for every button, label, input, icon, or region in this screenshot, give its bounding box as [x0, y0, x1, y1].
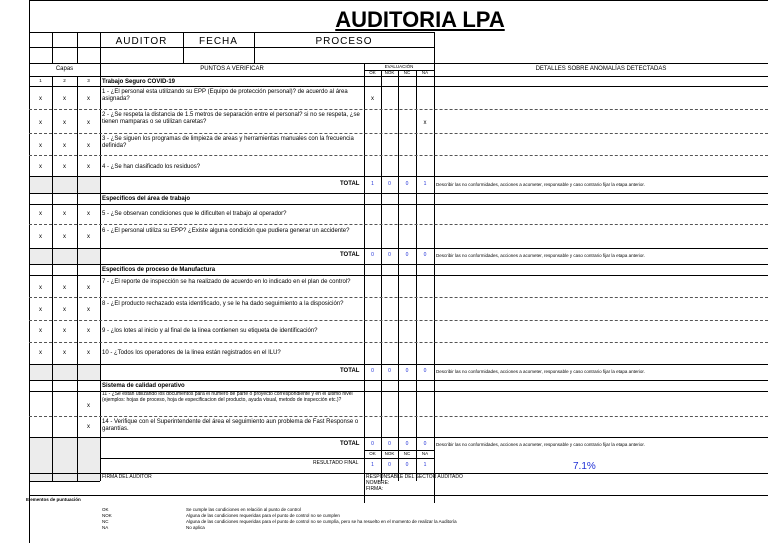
total-nc: 0 — [405, 252, 409, 258]
section-title: Trabajo Seguro COVID-19 — [102, 79, 176, 85]
header-fecha: FECHA — [199, 36, 238, 47]
row-divider — [29, 320, 768, 321]
capa-mark: x — [87, 120, 90, 126]
total-nok: 0 — [388, 368, 391, 374]
line — [29, 481, 100, 482]
result-ok: 1 — [371, 462, 374, 468]
legend-code-ok: OK — [102, 507, 109, 512]
line — [29, 264, 768, 265]
total-nc: 0 — [405, 181, 409, 187]
row-divider — [29, 342, 768, 343]
check-item-text: 14 - Verifique con el Superintendente del área el seguimiento aun problema de Fast Response o garantías. — [102, 419, 359, 432]
total-note: Describir las no conformidades, acciones a acometer, responsable y caso contrario fijar la etapa anterior. — [436, 253, 645, 258]
signature-responsable: RESPONSABLE DEL SECTOR AUDITADO — [366, 474, 463, 480]
signature-firma: FIRMA: — [366, 486, 383, 492]
capa-mark: x — [39, 120, 42, 126]
check-item-text: 9 - ¿los lotes al inicio y al final de la linea contienen su etiqueta de identificación? — [102, 328, 318, 334]
check-item-text: 1 - ¿El personal esta utilizando su EPP (Equipo de protección personal)? de acuerdo al área asignada? — [102, 89, 348, 102]
check-item-text: 11 - ¿Se están utilizando los documentos para el número de parte o proyecto correspondiente y en el último nivel (ejemplos: hojas de proceso, hoja de especificacion del producto, ayuda visual, metodo de inspección etc.)? — [102, 391, 353, 403]
col-evaluacion: EVALUACIÓN — [384, 64, 414, 69]
row-divider — [29, 416, 768, 417]
total-na: 0 — [423, 252, 427, 258]
capa-mark: x — [87, 328, 90, 334]
total-nc: 0 — [405, 368, 409, 374]
line — [29, 204, 768, 205]
check-item-text: 4 - ¿Se han clasificado los residuos? — [102, 164, 201, 170]
capa-mark: x — [63, 164, 66, 170]
col-puntos: PUNTOS A VERIFICAR — [200, 66, 264, 72]
result-na: 1 — [423, 462, 427, 468]
capa-mark: x — [87, 403, 90, 409]
capa-mark: x — [39, 143, 42, 149]
total-ok: 1 — [371, 181, 374, 187]
row-divider — [29, 224, 768, 225]
total-nc: 0 — [405, 441, 409, 447]
capa-mark: x — [39, 96, 42, 102]
line — [77, 76, 78, 481]
check-item-text: 8 - ¿El producto rechazado esta identificado, y se le ha dado seguimiento a la disposición? — [102, 301, 344, 307]
line — [29, 32, 434, 33]
capa-mark: x — [63, 96, 66, 102]
capa-mark: x — [87, 164, 90, 170]
capa-mark: x — [63, 234, 66, 240]
line — [29, 275, 768, 276]
total-label: TOTAL — [340, 252, 360, 258]
total-note: Describir las no conformidades, acciones a acometer, responsable y caso contrario fijar la etapa anterior. — [436, 182, 645, 187]
col-na: NA — [421, 70, 429, 75]
line — [29, 0, 768, 1]
capa-mark: x — [63, 328, 66, 334]
total-note: Describir las no conformidades, acciones a acometer, responsable y caso contrario fijar la etapa anterior. — [436, 369, 645, 374]
line — [52, 76, 53, 481]
capa-mark: x — [39, 285, 42, 291]
result-percent: 7.1% — [573, 461, 596, 472]
capa-mark: x — [87, 424, 90, 430]
capa-mark: x — [39, 164, 42, 170]
row-divider — [29, 297, 768, 298]
line — [100, 458, 434, 459]
legend-title: Elementos de puntuación — [26, 497, 81, 502]
capa-mark: x — [87, 307, 90, 313]
total-label: TOTAL — [340, 181, 360, 187]
total-na: 1 — [423, 181, 427, 187]
total-label: TOTAL — [340, 368, 360, 374]
line — [29, 380, 768, 381]
row-divider — [29, 109, 768, 110]
total-nok: 0 — [388, 441, 391, 447]
col-nc: NC — [403, 70, 411, 75]
capa-mark: x — [63, 143, 66, 149]
result-header-nc: NC — [403, 451, 411, 456]
result-header-nok: NOK — [384, 451, 395, 456]
check-item-text: 2 - ¿Se respeta la distancia de 1.5 metros de separación entre el personal? si no se respeta, ¿se tienen mamparas o se utilizan caretas? — [102, 112, 360, 125]
capa-mark: x — [39, 328, 42, 334]
legend-code-nc: NC — [102, 519, 109, 524]
line — [29, 86, 100, 87]
check-item-text: 3 - ¿Se siguen los programas de limpieza de areas y herramientas manuales con la frecuencia definida? — [102, 136, 354, 149]
legend-code-na: NA — [102, 525, 109, 530]
line — [29, 437, 768, 438]
shade-total-4 — [29, 437, 100, 481]
capa-mark: x — [63, 285, 66, 291]
legend-desc-ok: Se cumple las condiciones en relación al punto de control — [186, 507, 301, 512]
col-capa-3: 3 — [87, 78, 90, 83]
line — [364, 70, 434, 71]
capa-mark: x — [39, 350, 42, 356]
col-capa-2: 2 — [63, 78, 66, 83]
header-auditor: AUDITOR — [115, 36, 168, 47]
total-ok: 0 — [371, 252, 374, 258]
total-ok: 0 — [371, 441, 374, 447]
line — [29, 364, 768, 365]
shade-total-1 — [29, 176, 100, 193]
line — [77, 32, 78, 63]
capa-mark: x — [39, 211, 42, 217]
col-ok: OK — [369, 70, 376, 75]
total-na: 0 — [423, 368, 427, 374]
line — [29, 47, 434, 48]
col-capas: Capas — [55, 66, 74, 72]
capa-mark: x — [87, 96, 90, 102]
header-proceso: PROCESO — [315, 36, 373, 47]
line — [100, 63, 101, 481]
col-capa-1: 1 — [39, 78, 42, 83]
row-divider — [29, 133, 768, 134]
eval-mark: x — [423, 120, 427, 126]
section-title: Especificos de proceso de Manufactura — [102, 267, 216, 273]
section-title: Sistema de calidad operativo — [102, 383, 185, 389]
line — [434, 32, 435, 63]
capa-mark: x — [87, 350, 90, 356]
eval-mark: x — [371, 96, 374, 102]
line — [29, 176, 768, 177]
check-item-text: 10 - ¿Todos los operadores de la linea están registrados en el ILU? — [102, 350, 281, 356]
shade-total-3 — [29, 364, 100, 380]
page-title: AUDITORIA LPA — [335, 7, 505, 32]
line — [29, 193, 768, 194]
capa-mark: x — [39, 234, 42, 240]
check-item-text: 5 - ¿Se observan condiciones que le dificulten el trabajo al operador? — [102, 211, 287, 217]
shade-total-2 — [29, 248, 100, 264]
line — [100, 86, 768, 87]
result-header-na: NA — [421, 451, 429, 456]
capa-mark: x — [39, 307, 42, 313]
capa-mark: x — [63, 350, 66, 356]
capa-mark: x — [87, 285, 90, 291]
total-nok: 0 — [388, 252, 391, 258]
capa-mark: x — [87, 143, 90, 149]
result-label: RESULTADO FINAL — [313, 460, 359, 466]
col-detalles: DETALLES SOBRE ANOMALÍAS DETECTADAS — [535, 66, 667, 72]
result-nok: 0 — [388, 462, 391, 468]
capa-mark: x — [87, 211, 90, 217]
result-header-ok: OK — [369, 451, 376, 456]
signature-nombre: NOMBRE: — [366, 480, 390, 486]
line — [29, 248, 768, 249]
capa-mark: x — [63, 120, 66, 126]
check-item-text: 7 - ¿El reporte de inspección se ha realizado de acuerdo en lo indicado en el plan de control? — [102, 279, 351, 285]
section-title: Especificos del área de trabajo — [102, 196, 191, 202]
total-nok: 0 — [388, 181, 391, 187]
capa-mark: x — [63, 211, 66, 217]
total-na: 0 — [423, 441, 427, 447]
line — [29, 495, 768, 496]
line — [52, 32, 53, 63]
legend-code-nok: NOK — [102, 513, 112, 518]
signature-auditor: FIRMA DEL AUDITOR — [102, 474, 152, 480]
row-divider — [29, 155, 768, 156]
total-label: TOTAL — [340, 441, 360, 447]
capa-mark: x — [87, 234, 90, 240]
legend-desc-nok: Alguna de las condiciones requeridas para el punto de control no se cumplen — [186, 513, 340, 518]
result-nc: 0 — [405, 462, 409, 468]
legend-desc-na: No aplica — [186, 525, 205, 530]
legend-desc-nc: Alguna de las condiciones requeridas para el punto de control no se cumplía, pero se ha resuelto en el momento de realizar la Auditoría — [186, 519, 457, 524]
check-item-text: 6 - ¿El personal utiliza su EPP? ¿Existe alguna condición que pudiera generar un accidente? — [102, 228, 350, 234]
col-nok: NOK — [384, 70, 395, 75]
capa-mark: x — [63, 307, 66, 313]
total-note: Describir las no conformidades, acciones a acometer, responsable y caso contrario fijar la etapa anterior. — [436, 442, 645, 447]
total-ok: 0 — [371, 368, 374, 374]
